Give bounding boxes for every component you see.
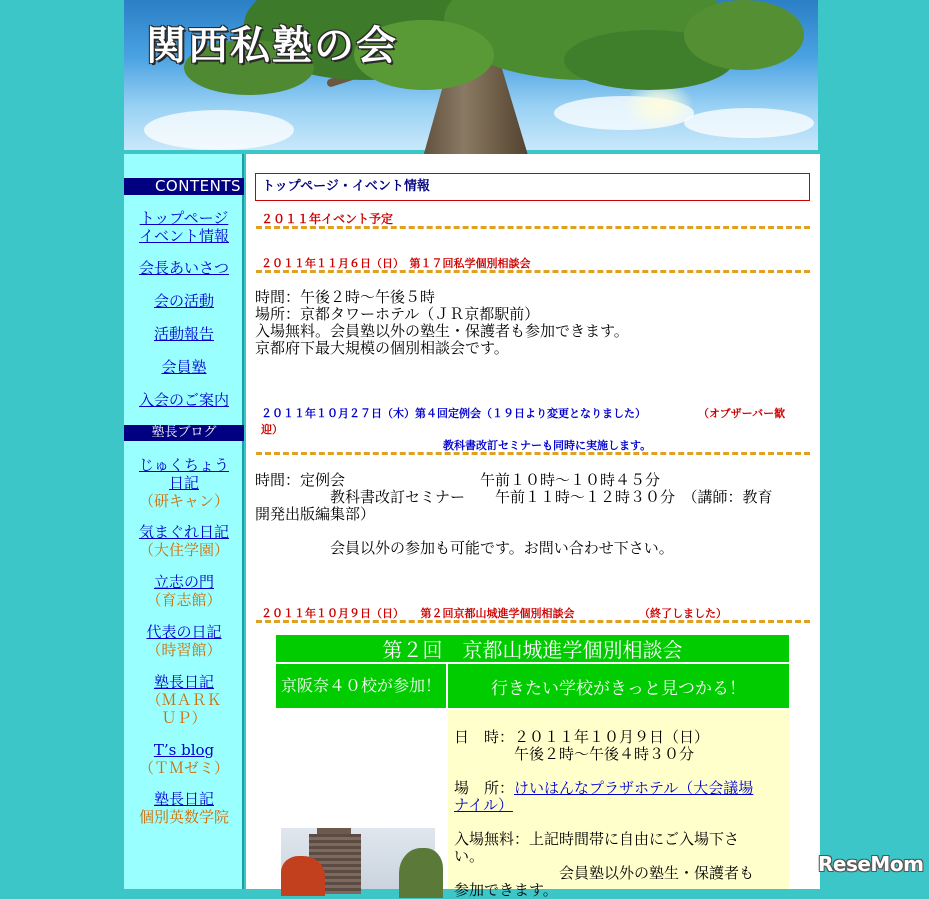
blog-owner: （育志館）	[146, 591, 222, 609]
event-detail: 時間：午後２時〜午後５時	[255, 288, 436, 306]
nav-item-greeting[interactable]	[124, 259, 244, 277]
blog-owner: （ＴＭゼミ）	[138, 759, 229, 777]
divider	[256, 620, 810, 623]
year-heading: ２０１１年イベント予定	[261, 212, 394, 226]
blog-owner: ＵＰ）	[161, 709, 207, 727]
blog-item[interactable]	[124, 673, 244, 727]
event-heading-note: （オブザーバー歓	[698, 407, 786, 420]
label: 場 所：	[454, 779, 515, 797]
cloud-image	[684, 108, 814, 138]
label: 日 時：	[454, 728, 515, 746]
blog-owner: （ＭＡＲＫ	[146, 691, 222, 709]
event-date	[454, 729, 709, 746]
blog-link[interactable]: 立志の門	[153, 573, 214, 591]
nav-item-activities[interactable]	[124, 292, 244, 310]
site-title: 関西私塾の会	[146, 23, 398, 69]
nav-link-members[interactable]: 会員塾	[161, 358, 207, 376]
blog-label: 日記	[168, 474, 199, 492]
blog-owner: （時習館）	[146, 641, 222, 659]
event-table-schools	[276, 664, 446, 708]
foliage-image	[399, 848, 443, 898]
blog-heading: 塾長ブログ	[124, 425, 244, 441]
blog-link[interactable]: 塾長日記	[153, 790, 214, 808]
nav-link-join[interactable]: 入会のご案内	[138, 391, 229, 409]
event-time: 午後２時〜午後４時３０分	[454, 745, 695, 763]
nav-item-members[interactable]	[124, 358, 244, 376]
event-status: （終了しました）	[639, 607, 727, 620]
nav-label: トップページ	[139, 209, 229, 227]
event-table-title: 第２回 京都山城進学個別相談会	[276, 635, 789, 662]
nav-item-reports[interactable]	[124, 325, 244, 343]
divider	[256, 270, 810, 273]
event-detail: 会員以外の参加も可能です。お問い合わせ下さい。	[255, 539, 674, 557]
blog-item[interactable]	[124, 790, 244, 826]
sidebar	[124, 154, 244, 889]
page-title: トップページ・イベント情報	[255, 173, 810, 201]
nav-item-join[interactable]	[124, 391, 244, 409]
hotel-photo	[281, 828, 435, 889]
event-subheading: 教科書改訂セミナーも同時に実施します。	[443, 439, 652, 452]
blog-link[interactable]: 気まぐれ日記	[138, 523, 229, 541]
venue-link[interactable]: けいはんなプラザホテル（大会議場	[514, 779, 754, 797]
blog-link[interactable]: 塾長日記	[153, 673, 214, 691]
event-heading: ２０１１年１１月６日（日） 第１７回私学個別相談会	[261, 257, 531, 270]
blog-item[interactable]	[124, 623, 244, 659]
main-content	[246, 154, 820, 899]
nav-item-top-events[interactable]	[124, 209, 244, 245]
nav-link-greeting[interactable]: 会長あいさつ	[138, 259, 229, 277]
nav-link-activities[interactable]: 会の活動	[153, 292, 214, 310]
venue-link[interactable]: ナイル）	[454, 796, 513, 814]
table-text: 京阪奈４０校が参	[280, 676, 409, 695]
blog-link[interactable]: T’s blog	[153, 741, 215, 759]
blog-item[interactable]	[124, 573, 244, 609]
foliage-image	[281, 856, 325, 896]
event-info-box	[448, 710, 789, 899]
event-place-cont	[454, 797, 513, 814]
tree-foliage-image	[684, 0, 804, 70]
event-admission: い。	[454, 847, 485, 865]
event-admission: 会員塾以外の塾生・保護者も	[454, 864, 755, 882]
event-detail: 入場無料。会員塾以外の塾生・保護者も参加できます。	[255, 322, 629, 340]
contents-heading: CONTENTS	[124, 178, 244, 195]
nav-label: イベント情報	[138, 227, 229, 245]
divider	[256, 452, 810, 455]
watermark-logo: ReseMom	[818, 852, 924, 876]
divider	[256, 226, 810, 229]
blog-owner: （研キャン）	[138, 492, 229, 510]
nav-link-top-events[interactable]	[139, 209, 229, 245]
event-detail: 京都府下最大規模の個別相談会です。	[255, 339, 509, 357]
event-heading-note: 迎）	[261, 423, 283, 436]
event-heading: ２０１１年１０月９日（日） 第２回京都山城進学個別相談会	[261, 607, 575, 620]
blog-item[interactable]	[124, 523, 244, 559]
event-detail: 開発出版編集部）	[255, 505, 376, 523]
event-admission: 入場無料：上記時間帯に自由にご入場下さ	[454, 830, 740, 848]
cloud-image	[144, 110, 294, 150]
blog-link[interactable]: 代表の日記	[146, 623, 222, 641]
event-detail: 時間：定例会 午前１０時〜１０時４５分	[255, 471, 661, 489]
blog-owner: 個別英数学院	[138, 808, 229, 826]
value: ２０１１年１０月９日（日）	[514, 728, 710, 746]
header-banner	[124, 0, 818, 150]
event-place	[454, 780, 753, 797]
nav-link-reports[interactable]: 活動報告	[153, 325, 214, 343]
event-detail: 場所：京都タワーホテル（ＪＲ京都駅前）	[255, 305, 540, 323]
event-heading: ２０１１年１０月２７日（木）第４回定例会（１９日より変更となりました）	[261, 407, 646, 420]
blog-owner: （大住学園）	[138, 541, 229, 559]
table-text: 加！	[409, 676, 442, 695]
event-table-tagline: 行きたい学校がきっと見つかる！	[448, 664, 789, 708]
blog-item[interactable]	[124, 456, 244, 510]
blog-item[interactable]	[124, 741, 244, 777]
event-detail: 教科書改訂セミナー 午前１１時〜１２時３０分 （講師：教育	[255, 488, 773, 506]
blog-label: じゅくちょう	[138, 456, 229, 474]
event-admission: 参加できます。	[454, 881, 558, 899]
blog-link[interactable]	[139, 456, 229, 492]
